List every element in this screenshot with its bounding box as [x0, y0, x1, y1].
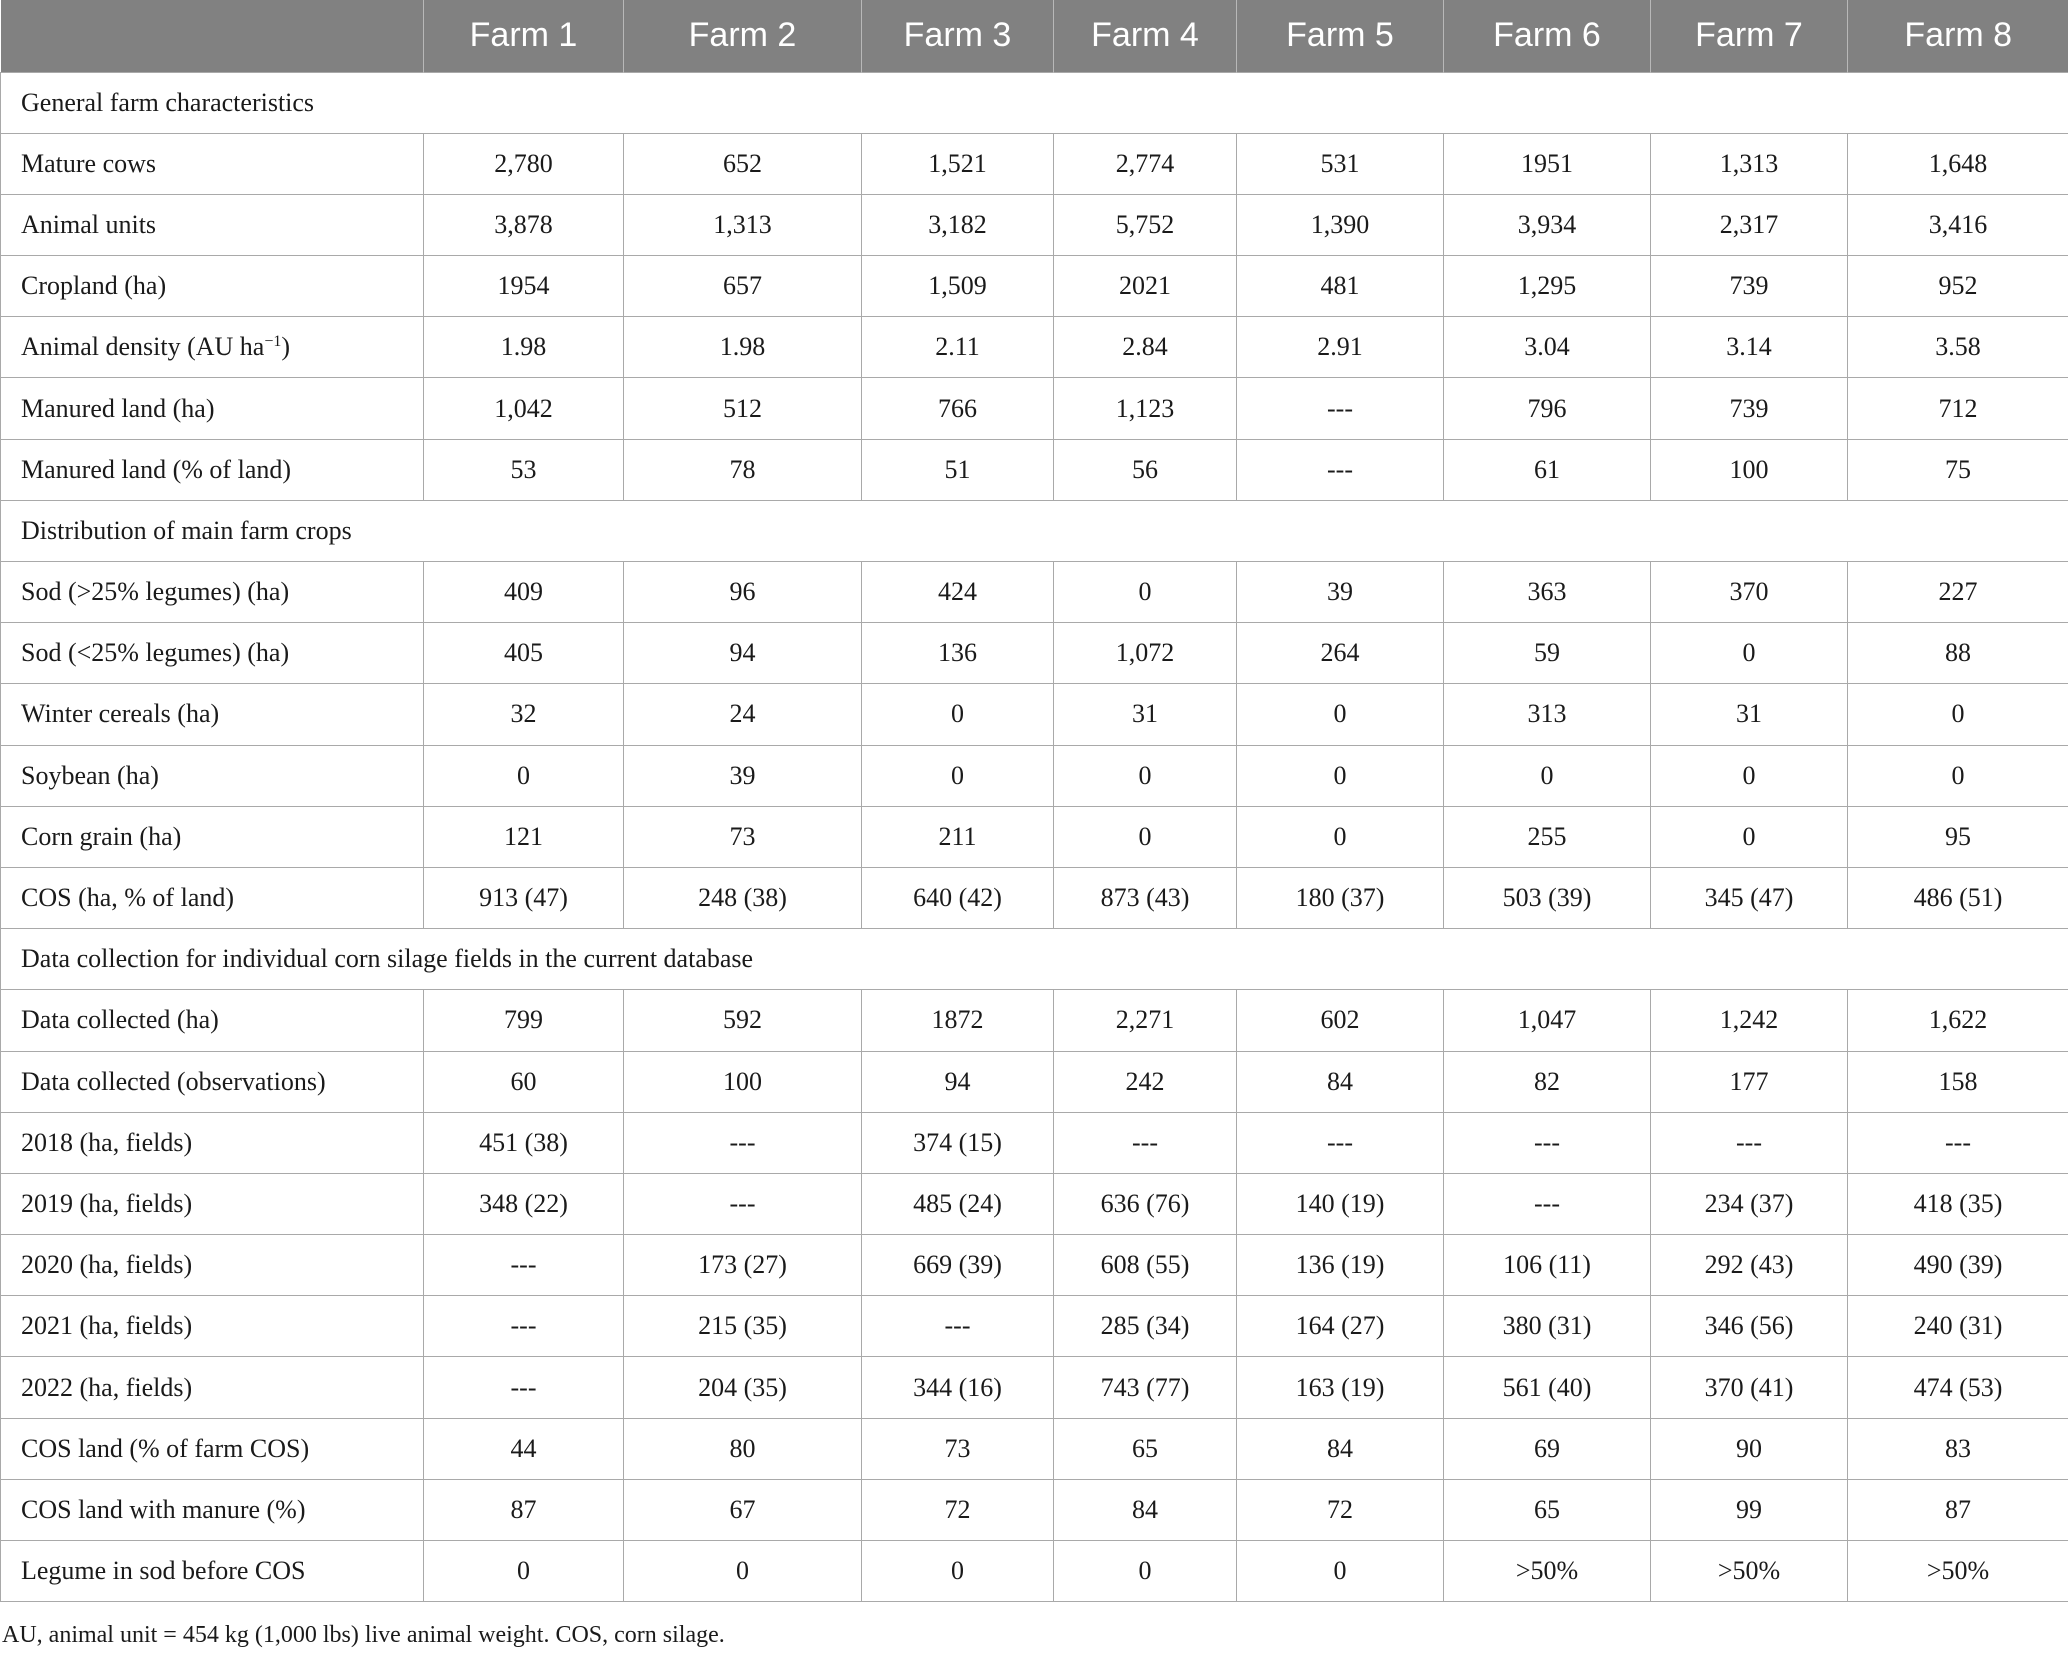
- cell-farm-2: 248 (38): [624, 867, 862, 928]
- cell-farm-1: ---: [424, 1296, 624, 1357]
- cell-farm-6: 0: [1444, 745, 1651, 806]
- cell-farm-3: 1,521: [862, 133, 1054, 194]
- cell-farm-2: 24: [624, 684, 862, 745]
- cell-farm-2: 78: [624, 439, 862, 500]
- cell-farm-8: 3.58: [1848, 317, 2068, 378]
- table-row: [1, 623, 2068, 684]
- cell-farm-6: 61: [1444, 439, 1651, 500]
- column-header-farm-8: Farm 8: [1848, 0, 2068, 72]
- cell-farm-6: 1,295: [1444, 256, 1651, 317]
- cell-farm-4: 743 (77): [1054, 1357, 1237, 1418]
- cell-farm-5: 0: [1237, 806, 1444, 867]
- cell-farm-2: 1.98: [624, 317, 862, 378]
- cell-farm-6: ---: [1444, 1173, 1651, 1234]
- cell-farm-4: 0: [1054, 1541, 1237, 1602]
- cell-farm-5: 0: [1237, 1541, 1444, 1602]
- row-label: [1, 256, 424, 317]
- cell-farm-2: 100: [624, 1051, 862, 1112]
- cell-farm-7: 3.14: [1651, 317, 1848, 378]
- cell-farm-7: 0: [1651, 623, 1848, 684]
- row-label-text: COS land (% of farm COS): [21, 1433, 310, 1463]
- row-label-text: 2019 (ha, fields): [21, 1188, 193, 1218]
- cell-farm-8: 486 (51): [1848, 867, 2068, 928]
- cell-farm-8: ---: [1848, 1112, 2068, 1173]
- row-label: [1, 439, 424, 500]
- cell-farm-8: 0: [1848, 684, 2068, 745]
- column-header-farm-6: Farm 6: [1444, 0, 1651, 72]
- cell-farm-4: 873 (43): [1054, 867, 1237, 928]
- cell-farm-6: 3.04: [1444, 317, 1651, 378]
- cell-farm-5: 140 (19): [1237, 1173, 1444, 1234]
- cell-farm-7: 0: [1651, 745, 1848, 806]
- cell-farm-7: 2,317: [1651, 194, 1848, 255]
- cell-farm-4: 65: [1054, 1418, 1237, 1479]
- cell-farm-3: 1,509: [862, 256, 1054, 317]
- table-row: [1, 745, 2068, 806]
- table-row: [1, 194, 2068, 255]
- cell-farm-3: 344 (16): [862, 1357, 1054, 1418]
- cell-farm-3: ---: [862, 1296, 1054, 1357]
- cell-farm-5: 72: [1237, 1479, 1444, 1540]
- cell-farm-7: 99: [1651, 1479, 1848, 1540]
- table-row: [1, 317, 2068, 378]
- cell-farm-7: 0: [1651, 806, 1848, 867]
- cell-farm-7: 370: [1651, 562, 1848, 623]
- cell-farm-2: 94: [624, 623, 862, 684]
- row-label-text: Legume in sod before COS: [21, 1556, 306, 1586]
- cell-farm-1: 2,780: [424, 133, 624, 194]
- cell-farm-8: 240 (31): [1848, 1296, 2068, 1357]
- cell-farm-8: 83: [1848, 1418, 2068, 1479]
- table-row: [1, 378, 2068, 439]
- cell-farm-7: 346 (56): [1651, 1296, 1848, 1357]
- cell-farm-5: 84: [1237, 1051, 1444, 1112]
- cell-farm-6: 3,934: [1444, 194, 1651, 255]
- row-label-text: COS (ha, % of land): [21, 883, 235, 913]
- cell-farm-8: 490 (39): [1848, 1235, 2068, 1296]
- cell-farm-2: 1,313: [624, 194, 862, 255]
- table-row: [1, 1173, 2068, 1234]
- row-label-text: Sod (>25% legumes) (ha): [21, 577, 290, 607]
- cell-farm-6: 313: [1444, 684, 1651, 745]
- cell-farm-3: 73: [862, 1418, 1054, 1479]
- section-row: [1, 500, 2068, 561]
- section-title: Distribution of main farm crops: [1, 500, 2068, 561]
- cell-farm-6: 503 (39): [1444, 867, 1651, 928]
- table-row: [1, 562, 2068, 623]
- table-row: [1, 806, 2068, 867]
- table-row: [1, 1541, 2068, 1602]
- cell-farm-8: 75: [1848, 439, 2068, 500]
- cell-farm-3: 94: [862, 1051, 1054, 1112]
- column-header-farm-7: Farm 7: [1651, 0, 1848, 72]
- cell-farm-3: 3,182: [862, 194, 1054, 255]
- row-label-text: Animal density (AU ha: [21, 332, 265, 362]
- row-label: [1, 745, 424, 806]
- table-row: [1, 439, 2068, 500]
- cell-farm-7: 1,242: [1651, 990, 1848, 1051]
- table-row: [1, 990, 2068, 1051]
- cell-farm-7: 739: [1651, 256, 1848, 317]
- cell-farm-2: 657: [624, 256, 862, 317]
- cell-farm-7: 100: [1651, 439, 1848, 500]
- cell-farm-5: 180 (37): [1237, 867, 1444, 928]
- cell-farm-4: 31: [1054, 684, 1237, 745]
- table-row: [1, 1051, 2068, 1112]
- cell-farm-1: 913 (47): [424, 867, 624, 928]
- row-label: [1, 867, 424, 928]
- row-label: [1, 1296, 424, 1357]
- cell-farm-1: 1954: [424, 256, 624, 317]
- row-label: [1, 1479, 424, 1540]
- cell-farm-5: 163 (19): [1237, 1357, 1444, 1418]
- row-label-text: COS land with manure (%): [21, 1494, 306, 1524]
- cell-farm-8: 0: [1848, 745, 2068, 806]
- cell-farm-1: 87: [424, 1479, 624, 1540]
- row-label: [1, 1051, 424, 1112]
- cell-farm-8: 95: [1848, 806, 2068, 867]
- cell-farm-1: 348 (22): [424, 1173, 624, 1234]
- cell-farm-1: 451 (38): [424, 1112, 624, 1173]
- cell-farm-7: 90: [1651, 1418, 1848, 1479]
- cell-farm-4: 84: [1054, 1479, 1237, 1540]
- cell-farm-6: 1,047: [1444, 990, 1651, 1051]
- cell-farm-6: 82: [1444, 1051, 1651, 1112]
- cell-farm-8: 158: [1848, 1051, 2068, 1112]
- section-title: Data collection for individual corn silage fields in the current database: [1, 929, 2068, 990]
- cell-farm-1: 0: [424, 745, 624, 806]
- cell-farm-8: >50%: [1848, 1541, 2068, 1602]
- row-label-text: Animal units: [21, 209, 157, 239]
- row-label: [1, 1112, 424, 1173]
- cell-farm-6: >50%: [1444, 1541, 1651, 1602]
- cell-farm-3: 0: [862, 1541, 1054, 1602]
- cell-farm-6: 69: [1444, 1418, 1651, 1479]
- row-label: [1, 1357, 424, 1418]
- row-label: [1, 194, 424, 255]
- cell-farm-3: 0: [862, 684, 1054, 745]
- cell-farm-7: 370 (41): [1651, 1357, 1848, 1418]
- cell-farm-8: 227: [1848, 562, 2068, 623]
- cell-farm-3: 136: [862, 623, 1054, 684]
- column-header-farm-4: Farm 4: [1054, 0, 1237, 72]
- header-row: [1, 0, 2068, 72]
- section-row: [1, 929, 2068, 990]
- column-header-farm-3: Farm 3: [862, 0, 1054, 72]
- table-row: [1, 1357, 2068, 1418]
- row-label-text: Data collected (ha): [21, 1005, 219, 1035]
- cell-farm-5: 602: [1237, 990, 1444, 1051]
- cell-farm-6: ---: [1444, 1112, 1651, 1173]
- row-label: [1, 562, 424, 623]
- cell-farm-6: 796: [1444, 378, 1651, 439]
- row-label-text: Winter cereals (ha): [21, 699, 220, 729]
- cell-farm-2: 652: [624, 133, 862, 194]
- cell-farm-7: 234 (37): [1651, 1173, 1848, 1234]
- cell-farm-8: 1,622: [1848, 990, 2068, 1051]
- cell-farm-6: 561 (40): [1444, 1357, 1651, 1418]
- cell-farm-5: 39: [1237, 562, 1444, 623]
- cell-farm-1: 44: [424, 1418, 624, 1479]
- cell-farm-1: 799: [424, 990, 624, 1051]
- cell-farm-6: 65: [1444, 1479, 1651, 1540]
- cell-farm-8: 418 (35): [1848, 1173, 2068, 1234]
- cell-farm-4: 5,752: [1054, 194, 1237, 255]
- cell-farm-1: ---: [424, 1235, 624, 1296]
- row-label-text: 2021 (ha, fields): [21, 1311, 193, 1341]
- cell-farm-4: 608 (55): [1054, 1235, 1237, 1296]
- row-label: [1, 1173, 424, 1234]
- cell-farm-5: 264: [1237, 623, 1444, 684]
- cell-farm-7: 1,313: [1651, 133, 1848, 194]
- section-row: [1, 72, 2068, 133]
- table-row: [1, 1296, 2068, 1357]
- row-label: [1, 684, 424, 745]
- cell-farm-3: 0: [862, 745, 1054, 806]
- cell-farm-2: 96: [624, 562, 862, 623]
- cell-farm-3: 766: [862, 378, 1054, 439]
- cell-farm-3: 669 (39): [862, 1235, 1054, 1296]
- column-header-farm-1: Farm 1: [424, 0, 624, 72]
- cell-farm-8: 87: [1848, 1479, 2068, 1540]
- row-label-superscript: −1: [264, 333, 282, 351]
- cell-farm-8: 1,648: [1848, 133, 2068, 194]
- cell-farm-3: 640 (42): [862, 867, 1054, 928]
- table-row: [1, 1479, 2068, 1540]
- cell-farm-6: 255: [1444, 806, 1651, 867]
- cell-farm-7: ---: [1651, 1112, 1848, 1173]
- section-title: General farm characteristics: [1, 72, 2068, 133]
- cell-farm-5: 0: [1237, 745, 1444, 806]
- row-label-text: Soybean (ha): [21, 760, 159, 790]
- cell-farm-2: 39: [624, 745, 862, 806]
- cell-farm-5: ---: [1237, 439, 1444, 500]
- row-label-text: 2018 (ha, fields): [21, 1127, 193, 1157]
- header-corner: [1, 0, 424, 72]
- row-label-text: Corn grain (ha): [21, 821, 182, 851]
- cell-farm-4: 0: [1054, 806, 1237, 867]
- cell-farm-2: 173 (27): [624, 1235, 862, 1296]
- cell-farm-4: 1,123: [1054, 378, 1237, 439]
- cell-farm-3: 485 (24): [862, 1173, 1054, 1234]
- row-label: [1, 378, 424, 439]
- cell-farm-5: ---: [1237, 378, 1444, 439]
- cell-farm-6: 106 (11): [1444, 1235, 1651, 1296]
- cell-farm-7: 345 (47): [1651, 867, 1848, 928]
- column-header-farm-5: Farm 5: [1237, 0, 1444, 72]
- cell-farm-6: 380 (31): [1444, 1296, 1651, 1357]
- table-row: [1, 684, 2068, 745]
- cell-farm-1: 60: [424, 1051, 624, 1112]
- cell-farm-1: 32: [424, 684, 624, 745]
- row-label-text: Mature cows: [21, 148, 157, 178]
- cell-farm-7: 31: [1651, 684, 1848, 745]
- cell-farm-4: 0: [1054, 562, 1237, 623]
- cell-farm-4: 0: [1054, 745, 1237, 806]
- cell-farm-6: 59: [1444, 623, 1651, 684]
- cell-farm-7: 739: [1651, 378, 1848, 439]
- cell-farm-1: 3,878: [424, 194, 624, 255]
- table-row: [1, 1418, 2068, 1479]
- cell-farm-3: 374 (15): [862, 1112, 1054, 1173]
- cell-farm-5: 481: [1237, 256, 1444, 317]
- cell-farm-2: 204 (35): [624, 1357, 862, 1418]
- row-label: [1, 1418, 424, 1479]
- cell-farm-4: ---: [1054, 1112, 1237, 1173]
- cell-farm-4: 56: [1054, 439, 1237, 500]
- table-row: [1, 1235, 2068, 1296]
- cell-farm-3: 2.11: [862, 317, 1054, 378]
- cell-farm-3: 1872: [862, 990, 1054, 1051]
- cell-farm-5: 136 (19): [1237, 1235, 1444, 1296]
- cell-farm-1: 1.98: [424, 317, 624, 378]
- cell-farm-2: 215 (35): [624, 1296, 862, 1357]
- cell-farm-4: 285 (34): [1054, 1296, 1237, 1357]
- table-row: [1, 133, 2068, 194]
- cell-farm-8: 474 (53): [1848, 1357, 2068, 1418]
- cell-farm-8: 712: [1848, 378, 2068, 439]
- cell-farm-1: 409: [424, 562, 624, 623]
- cell-farm-1: 53: [424, 439, 624, 500]
- cell-farm-2: 592: [624, 990, 862, 1051]
- row-label: [1, 806, 424, 867]
- cell-farm-2: ---: [624, 1173, 862, 1234]
- row-label: [1, 990, 424, 1051]
- cell-farm-4: 2,271: [1054, 990, 1237, 1051]
- row-label: [1, 623, 424, 684]
- cell-farm-4: 636 (76): [1054, 1173, 1237, 1234]
- cell-farm-8: 88: [1848, 623, 2068, 684]
- row-label: [1, 317, 424, 378]
- table-row: [1, 1112, 2068, 1173]
- cell-farm-4: 2.84: [1054, 317, 1237, 378]
- cell-farm-4: 2021: [1054, 256, 1237, 317]
- row-label-text: Cropland (ha): [21, 271, 167, 301]
- cell-farm-2: 73: [624, 806, 862, 867]
- cell-farm-1: 1,042: [424, 378, 624, 439]
- cell-farm-2: 80: [624, 1418, 862, 1479]
- row-label: [1, 1541, 424, 1602]
- cell-farm-5: ---: [1237, 1112, 1444, 1173]
- row-label-text: Data collected (observations): [21, 1066, 326, 1096]
- cell-farm-5: 0: [1237, 684, 1444, 745]
- table-row: [1, 867, 2068, 928]
- table-footnote: AU, animal unit = 454 kg (1,000 lbs) live animal weight. COS, corn silage.: [2, 1622, 725, 1648]
- row-label-text: Manured land (ha): [21, 393, 215, 423]
- table-body: [1, 72, 2068, 1602]
- cell-farm-3: 72: [862, 1479, 1054, 1540]
- cell-farm-5: 164 (27): [1237, 1296, 1444, 1357]
- cell-farm-5: 2.91: [1237, 317, 1444, 378]
- cell-farm-3: 211: [862, 806, 1054, 867]
- row-label-text: 2022 (ha, fields): [21, 1372, 193, 1402]
- cell-farm-5: 1,390: [1237, 194, 1444, 255]
- row-label-text: Sod (<25% legumes) (ha): [21, 638, 290, 668]
- cell-farm-2: 512: [624, 378, 862, 439]
- cell-farm-8: 952: [1848, 256, 2068, 317]
- cell-farm-3: 51: [862, 439, 1054, 500]
- cell-farm-7: >50%: [1651, 1541, 1848, 1602]
- row-label-text: 2020 (ha, fields): [21, 1250, 193, 1280]
- cell-farm-6: 363: [1444, 562, 1651, 623]
- cell-farm-4: 2,774: [1054, 133, 1237, 194]
- cell-farm-4: 1,072: [1054, 623, 1237, 684]
- row-label-tail: ): [281, 332, 291, 362]
- row-label: [1, 1235, 424, 1296]
- cell-farm-7: 177: [1651, 1051, 1848, 1112]
- row-label: [1, 133, 424, 194]
- table-row: [1, 256, 2068, 317]
- cell-farm-5: 531: [1237, 133, 1444, 194]
- cell-farm-1: ---: [424, 1357, 624, 1418]
- column-header-farm-2: Farm 2: [624, 0, 862, 72]
- cell-farm-2: 0: [624, 1541, 862, 1602]
- row-label-text: Manured land (% of land): [21, 454, 292, 484]
- cell-farm-1: 121: [424, 806, 624, 867]
- cell-farm-2: ---: [624, 1112, 862, 1173]
- cell-farm-4: 242: [1054, 1051, 1237, 1112]
- cell-farm-7: 292 (43): [1651, 1235, 1848, 1296]
- cell-farm-1: 0: [424, 1541, 624, 1602]
- cell-farm-6: 1951: [1444, 133, 1651, 194]
- cell-farm-3: 424: [862, 562, 1054, 623]
- cell-farm-2: 67: [624, 1479, 862, 1540]
- cell-farm-1: 405: [424, 623, 624, 684]
- cell-farm-5: 84: [1237, 1418, 1444, 1479]
- table-header: [1, 0, 2068, 72]
- cell-farm-8: 3,416: [1848, 194, 2068, 255]
